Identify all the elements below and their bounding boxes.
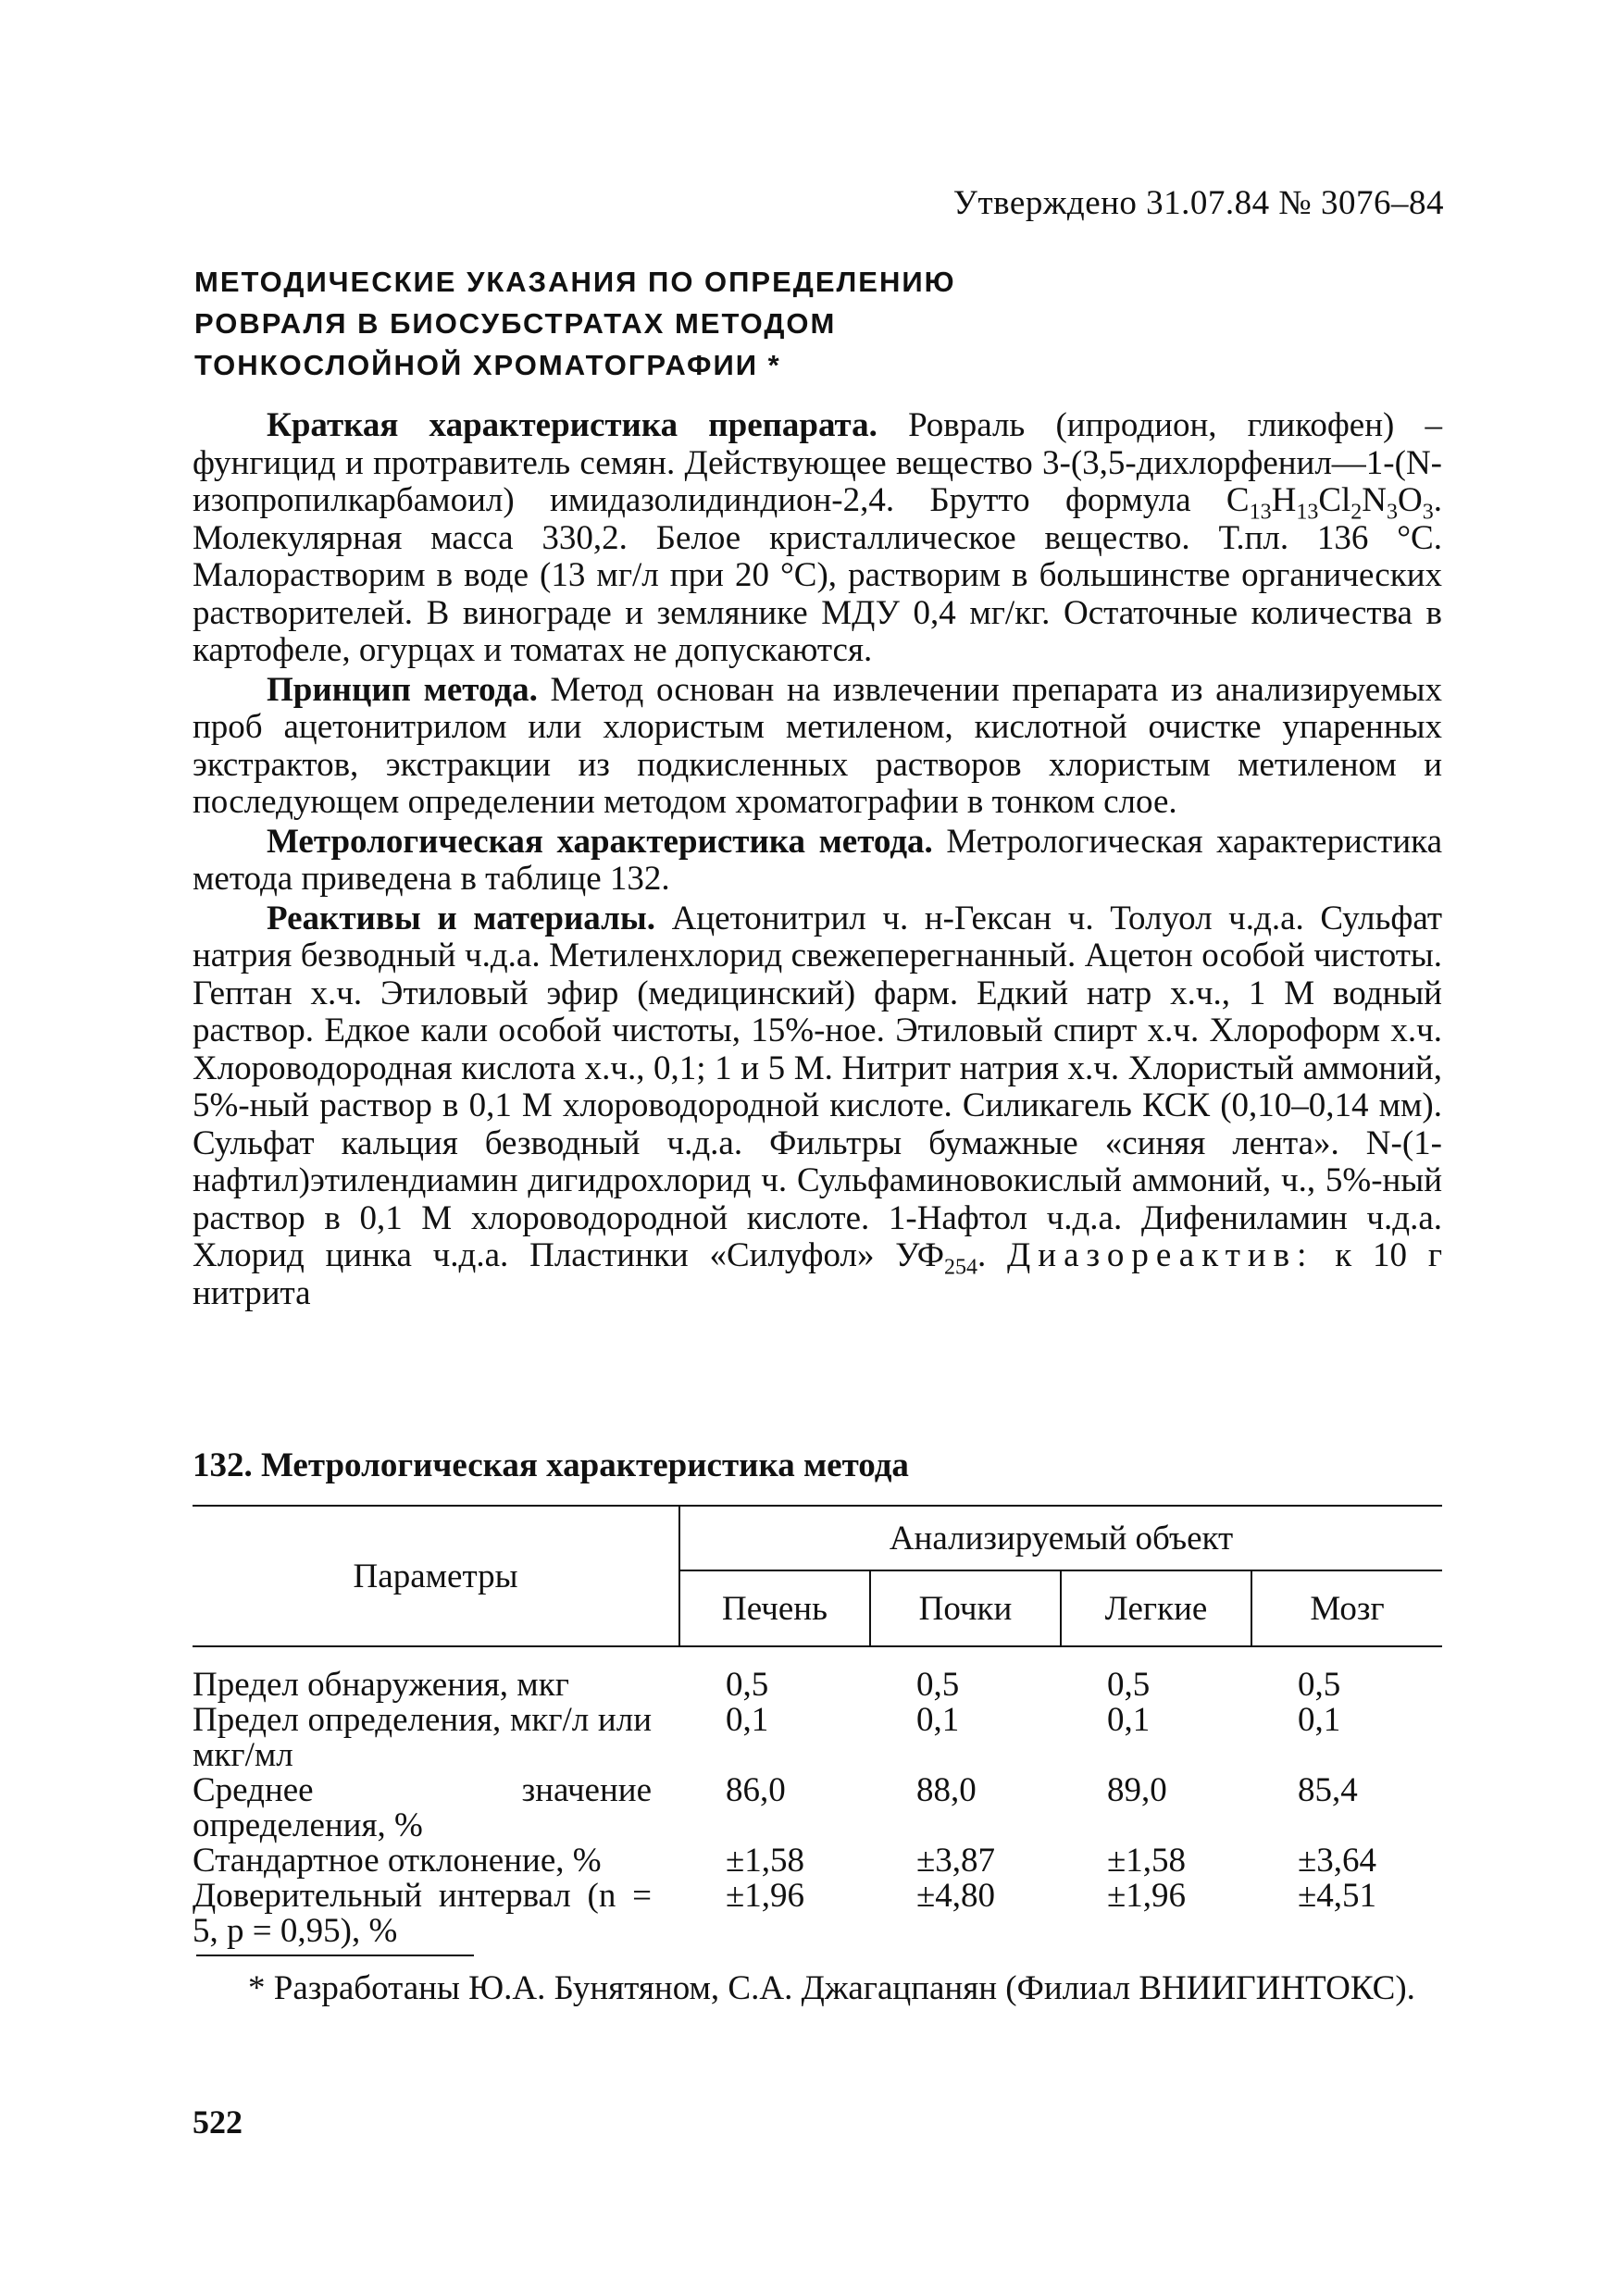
value-cell: 0,5 (1107, 1666, 1151, 1704)
value-cell: 0,5 (726, 1666, 769, 1704)
value-cell: ±1,96 (1107, 1877, 1187, 1915)
param-cell: Предел определения, мкг/л или мкг/мл (193, 1701, 652, 1774)
value-cell: ±3,87 (916, 1842, 996, 1880)
table-row (193, 1646, 1442, 1703)
params-header: Параметры (193, 1506, 679, 1646)
value-cell: 0,1 (916, 1701, 960, 1739)
column-header-liver: Печень (679, 1570, 870, 1646)
approval-note: Утверждено 31.07.84 № 3076–84 (952, 184, 1444, 222)
paragraph-lead: Метрологическая характеристика метода. (267, 822, 933, 861)
document-title (194, 261, 1305, 386)
paragraph-lead: Принцип метода. (267, 670, 538, 709)
formula-part: O (1398, 481, 1423, 519)
formula-subscript: 3 (1422, 500, 1434, 525)
value-cell: 0,5 (1298, 1666, 1341, 1704)
param-cell: Стандартное отклонение, % (193, 1842, 602, 1880)
formula-subscript: 13 (1249, 500, 1272, 525)
formula-subscript: 2 (1350, 500, 1363, 525)
table-caption: 132. Метрологическая характеристика метода (193, 1446, 909, 1484)
object-group-header: Анализируемый объект (679, 1506, 1442, 1570)
paragraph-text: Метод основан на извлечении препарата из анализируемых проб ацетонитрилом или хлористым метиленом, кислотной очистке упаренных экстрактов, экстракции из подкисленных растворов хлористым метиленом и последующем определении методом хроматографии в тонком слое. (193, 670, 1442, 821)
formula-part: Cl (1318, 481, 1351, 519)
footnote: * Разработаны Ю.А. Бунятяном, С.А. Джагацпанян (Филиал ВНИИГИНТОКС). (248, 1969, 1415, 2007)
value-cell: 85,4 (1298, 1771, 1358, 1809)
param-cell: Среднее значение определения, % (193, 1771, 652, 1844)
paragraph-text: к 10 г нитрита (193, 1236, 1443, 1312)
footnote-divider (196, 1955, 474, 1956)
value-cell: 0,5 (916, 1666, 960, 1704)
paragraph-text: . Молекулярная масса 330,2. Белое кристаллическое вещество. Т.пл. 136 °С. Малорастворим в воде (13 мг/л при 20 °С), растворим в большинстве органических растворителей. В винограде и землянике МДУ 0,4 мг/кг. Остаточные количества в картофеле, огурцах и томатах не допускаются. (193, 481, 1442, 669)
table-row (193, 1843, 1442, 1879)
value-cell: 86,0 (726, 1771, 786, 1809)
paragraph-lead: Краткая характеристика препарата. (267, 406, 877, 444)
paragraph-brief (193, 407, 1442, 670)
param-cell: Предел обнаружения, мкг (193, 1666, 569, 1704)
title-line-1: МЕТОДИЧЕСКИЕ УКАЗАНИЯ ПО ОПРЕДЕЛЕНИЮ (194, 266, 956, 298)
body-text (193, 407, 1442, 1314)
paragraph-principle (193, 672, 1442, 822)
column-header-kidneys: Почки (870, 1570, 1061, 1646)
paragraph-metrology (193, 824, 1442, 899)
formula-subscript: 13 (1296, 500, 1319, 525)
value-cell: 0,1 (1107, 1701, 1151, 1739)
table-row (193, 1773, 1442, 1843)
value-cell: 89,0 (1107, 1771, 1167, 1809)
value-cell: ±4,80 (916, 1877, 996, 1915)
table-row (193, 1703, 1442, 1773)
paragraph-text: Метрологическая характеристика метода приведена в таблице 132. (193, 822, 1442, 898)
param-cell: Доверительный интервал (n = 5, p = 0,95), % (193, 1877, 652, 1950)
value-cell: ±1,96 (726, 1877, 805, 1915)
page-number: 522 (193, 2104, 243, 2141)
value-cell: 0,1 (726, 1701, 769, 1739)
title-line-2: РОВРАЛЯ В БИОСУБСТРАТАХ МЕТОДОМ (194, 307, 837, 340)
column-header-lungs: Легкие (1061, 1570, 1251, 1646)
value-cell: ±1,58 (1107, 1842, 1187, 1880)
paragraph-lead: Реактивы и материалы. (267, 899, 655, 937)
diazo-reagent-term: Диазореактив: (1007, 1236, 1314, 1274)
column-header-brain: Мозг (1251, 1570, 1442, 1646)
value-cell: ±4,51 (1298, 1877, 1377, 1915)
table-row (193, 1879, 1442, 1949)
paragraph-text: Ацетонитрил ч. н-Гексан ч. Толуол ч.д.а. Сульфат натрия безводный ч.д.а. Метиленхлорид свежеперегнанный. Ацетон особой чистоты. Гептан х.ч. Этиловый эфир (медицинский) фарм. Едкий натр х.ч., 1 М водный раствор. Едкое кали особой чистоты, 15%-ное. Этиловый спирт х.ч. Хлороформ х.ч. Хлороводородная кислота х.ч., 0,1; 1 и 5 М. Нитрит натрия х.ч. Хлористый аммоний, 5%-ный раствор в 0,1 М хлороводородной кислоте. Силикагель КСК (0,10–0,14 мм). Сульфат кальция безводный ч.д.а. Фильтры бумажные «синяя лента». N-(1-нафтил)этилендиамин дигидрохлорид ч. Сульфаминовокислый аммоний, ч., 5%-ный раствор в 0,1 М хлороводородной кислоте. 1-Нафтол ч.д.а. Дифениламин ч.д.а. Хлорид цинка ч.д.а. Пластинки «Силуфол» УФ (193, 899, 1442, 1274)
formula-subscript: 3 (1387, 500, 1399, 525)
value-cell: ±3,64 (1298, 1842, 1377, 1880)
formula-part: H (1271, 481, 1297, 519)
value-cell: ±1,58 (726, 1842, 805, 1880)
paragraph-reagents (193, 900, 1442, 1313)
paragraph-text: . (977, 1236, 1008, 1274)
uv-subscript: 254 (943, 1255, 977, 1280)
metrology-table (193, 1505, 1442, 1949)
paragraph-text: Ровраль (ипродион, гликофен) – фунгицид и протравитель семян. Действующее вещество 3-(3,5-дихлорфенил—1-(N-изопропилкарбамоил) имидазолидиндион-2,4. Брутто формула C (193, 406, 1442, 519)
formula-part: N (1362, 481, 1388, 519)
value-cell: 0,1 (1298, 1701, 1341, 1739)
value-cell: 88,0 (916, 1771, 977, 1809)
title-line-3: ТОНКОСЛОЙНОЙ ХРОМАТОГРАФИИ * (194, 349, 781, 381)
